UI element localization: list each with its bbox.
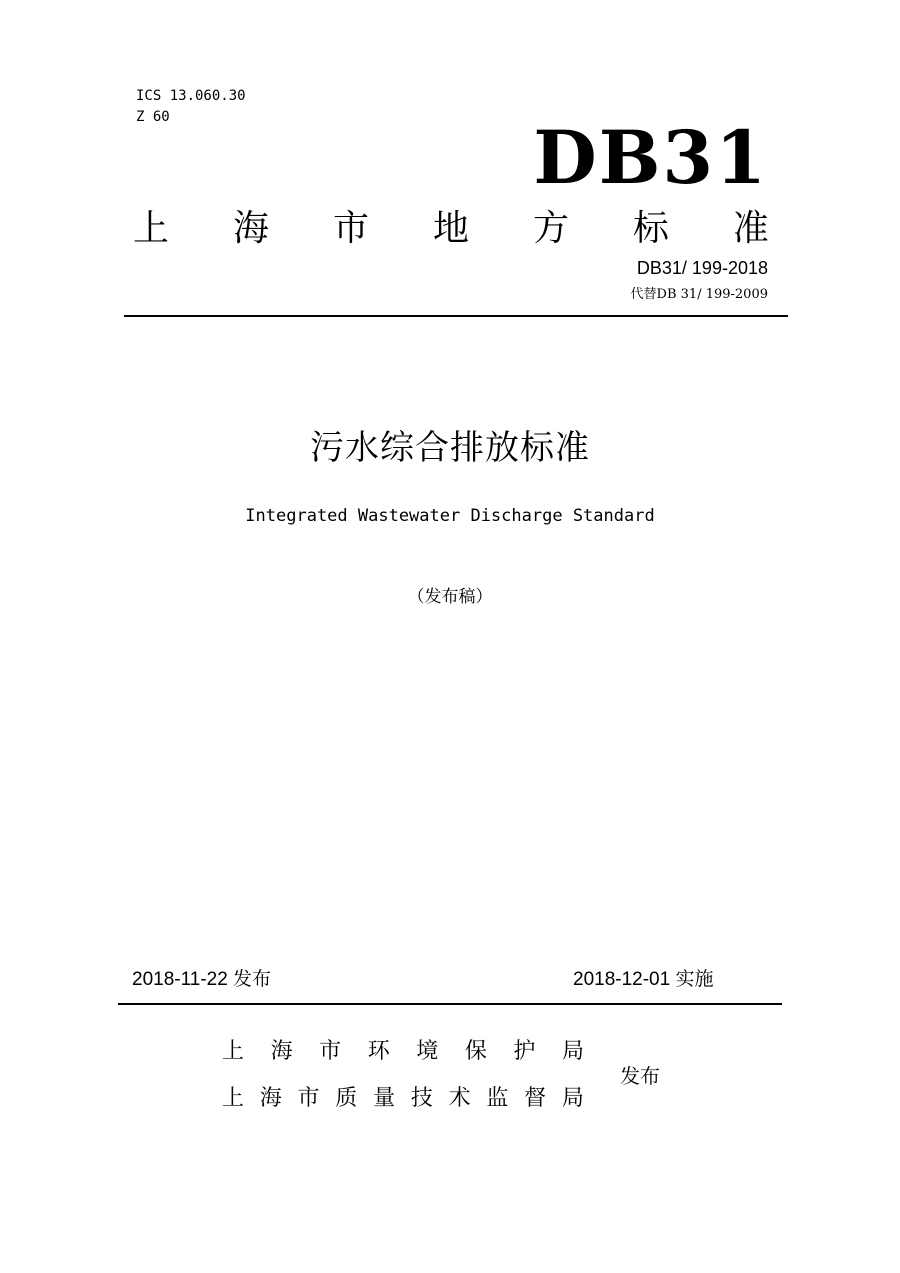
publish-date: 2018-11-22 发布 xyxy=(132,969,272,990)
authority-char: 环 xyxy=(367,1039,390,1064)
implementation-date: 2018-12-01 实施 xyxy=(573,969,714,990)
heading-char: 上 xyxy=(133,208,170,249)
authority-char: 市 xyxy=(319,1039,342,1064)
heading-char: 市 xyxy=(332,208,369,249)
authority-char: 局 xyxy=(561,1039,584,1064)
issue-label: 发布 xyxy=(620,1064,660,1088)
standard-number: DB31/ 199-2018 xyxy=(636,258,768,278)
document-title-chinese: 污水综合排放标准 xyxy=(310,428,590,468)
heading-char: 准 xyxy=(732,208,769,249)
heading-char: 方 xyxy=(532,208,569,249)
authority-char: 上 xyxy=(222,1086,245,1111)
authority-char: 境 xyxy=(416,1039,439,1064)
heading-char: 地 xyxy=(432,208,469,249)
top-divider xyxy=(124,315,788,317)
ics-code: ICS 13.060.30 xyxy=(136,88,246,104)
authority-char: 市 xyxy=(297,1086,320,1111)
authority-char: 海 xyxy=(259,1086,282,1111)
release-status: （发布稿） xyxy=(407,587,493,607)
issuing-authority-quality xyxy=(222,1084,584,1114)
authority-char: 量 xyxy=(373,1086,396,1111)
document-title-english: Integrated Wastewater Discharge Standard xyxy=(245,506,655,526)
authority-char: 局 xyxy=(561,1086,584,1111)
heading-char: 海 xyxy=(232,208,269,249)
authority-char: 上 xyxy=(222,1039,245,1064)
issuing-authority-environment xyxy=(222,1037,584,1067)
heading-char: 标 xyxy=(632,208,669,249)
authority-char: 术 xyxy=(448,1086,471,1111)
authority-char: 护 xyxy=(513,1039,536,1064)
authority-char: 保 xyxy=(464,1039,487,1064)
standard-logo-db31: DB31 xyxy=(533,115,768,201)
authority-char: 海 xyxy=(270,1039,293,1064)
standard-type-heading xyxy=(133,207,769,251)
authority-char: 技 xyxy=(410,1086,433,1111)
authority-char: 质 xyxy=(335,1086,358,1111)
category-code: Z 60 xyxy=(136,109,170,125)
authority-char: 监 xyxy=(486,1086,509,1111)
authority-char: 督 xyxy=(524,1086,547,1111)
bottom-divider xyxy=(118,1003,782,1005)
replaces-standard: 代替DB 31/ 199-2009 xyxy=(630,287,768,302)
